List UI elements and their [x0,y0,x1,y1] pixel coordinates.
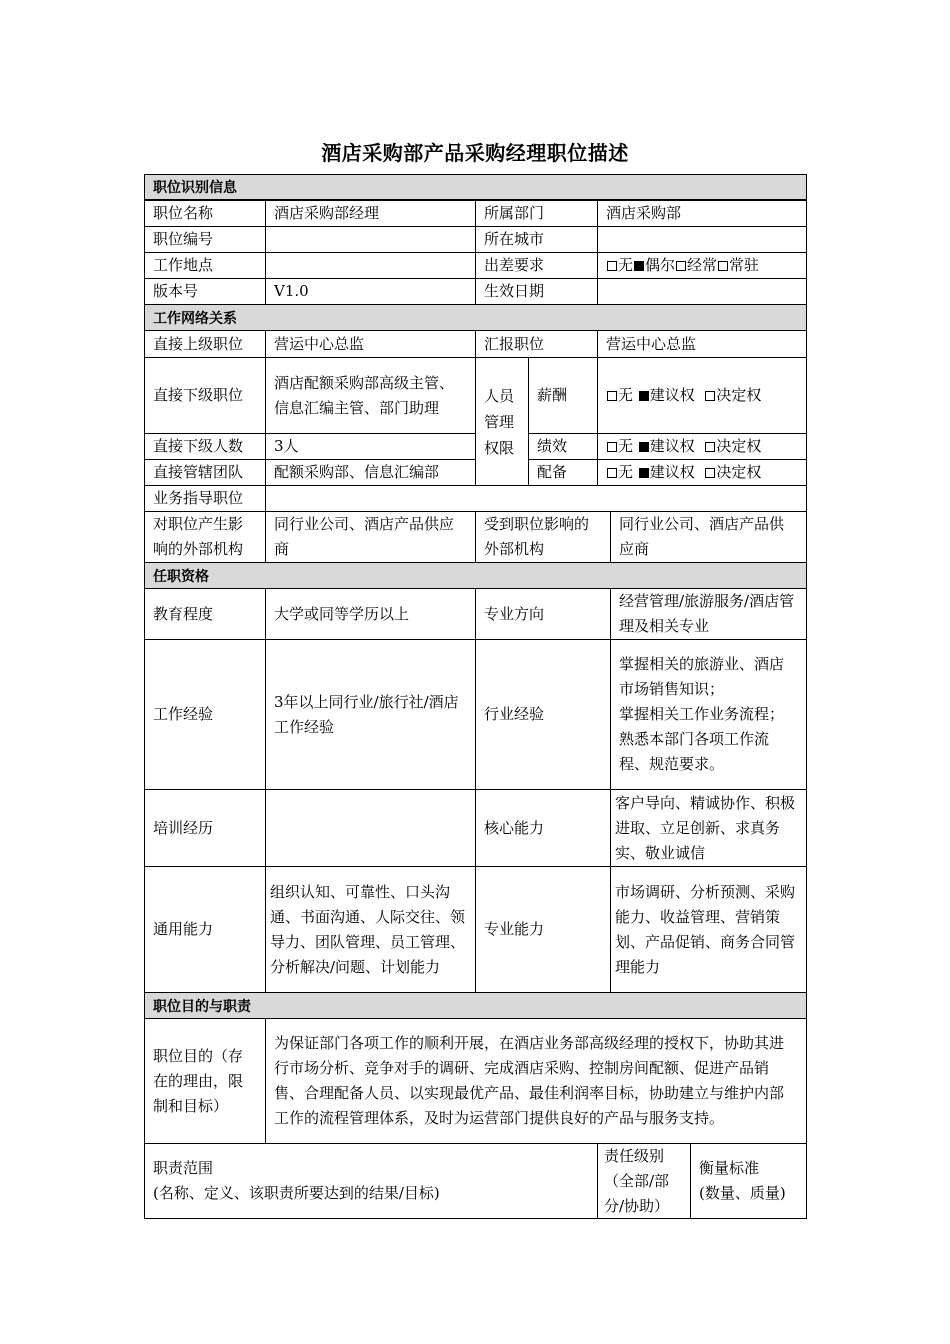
value-direct-superior: 营运中心总监 [265,330,476,358]
value-version: V1.0 [265,278,476,305]
section-header-purpose: 职位目的与职责 [144,992,807,1019]
label-subordinate-count: 直接下级人数 [144,433,266,460]
value-position-name: 酒店采购部经理 [265,200,476,227]
measurement-title: 衡量标准 [699,1159,760,1177]
label-external-affecting: 对职位产生影响的外部机构 [144,511,266,563]
label-city: 所在城市 [475,226,598,253]
value-work-experience: 3年以上同行业/旅行社/酒店工作经验 [265,639,476,790]
responsibility-scope-title: 职责范围 [153,1159,214,1177]
label-professional-competency: 专业能力 [475,866,611,993]
label-salary: 薪酬 [528,357,598,434]
value-general-competency: 组织认知、可靠性、口头沟通、书面沟通、人际交往、领导力、团队管理、员工管理、分析解决/问题、计划能力 [265,866,476,993]
option-label: 决定权 [716,386,762,404]
value-external-affecting: 同行业公司、酒店产品供应商 [265,511,476,563]
header-measurement [690,1143,807,1219]
label-performance: 绩效 [528,433,598,460]
travel-option-label: 常驻 [729,256,760,274]
option-label: 无 [618,437,634,455]
value-position-code [265,226,476,253]
authority-salary-options [597,357,807,434]
travel-option-label: 无 [618,256,634,274]
label-version: 版本号 [144,278,266,305]
authority-staffing-options [597,459,807,486]
value-city [597,226,807,253]
option-label: 建议权 [649,463,695,481]
label-travel-requirement: 出差要求 [475,252,598,279]
checkbox-travel-occasional[interactable] [634,261,644,271]
checkbox-travel-resident[interactable] [718,261,728,271]
label-business-guidance: 业务指导职位 [144,485,266,512]
label-work-experience: 工作经验 [144,639,266,790]
measurement-subtitle: (数量、质量) [699,1184,786,1202]
checkbox-none[interactable] [607,391,617,401]
label-general-competency: 通用能力 [144,866,266,993]
value-major: 经营管理/旅游服务/酒店管理及相关专业 [610,588,807,640]
value-effective-date [597,278,807,305]
value-industry-experience: 掌握相关的旅游业、酒店市场销售知识； 掌握相关工作业务流程； 熟悉本部门各项工作流程、规范要求。 [610,639,807,790]
option-label: 无 [618,463,634,481]
label-position-name: 职位名称 [144,200,266,227]
checkbox-none[interactable] [607,442,617,452]
option-label: 建议权 [649,386,695,404]
label-major: 专业方向 [475,588,611,640]
page-title: 酒店采购部产品采购经理职位描述 [321,141,629,165]
value-business-guidance [265,485,807,512]
option-label: 决定权 [716,463,762,481]
header-responsibility-scope [144,1143,598,1219]
value-training [265,789,476,867]
travel-option-label: 经常 [687,256,718,274]
label-report-to: 汇报职位 [475,330,598,358]
authority-performance-options [597,433,807,460]
label-department: 所属部门 [475,200,598,227]
label-direct-subordinate: 直接下级职位 [144,357,266,434]
checkbox-decide[interactable] [705,442,715,452]
label-position-goal: 职位目的（存在的理由，限制和目标） [144,1018,266,1144]
header-responsibility-level: 责任级别（全部/部分/协助） [597,1143,691,1219]
option-label: 无 [618,386,634,404]
checkbox-decide[interactable] [705,391,715,401]
label-education: 教育程度 [144,588,266,640]
responsibility-scope-subtitle: (名称、定义、该职责所要达到的结果/目标) [153,1184,440,1202]
label-staffing: 配备 [528,459,598,486]
value-work-location [265,252,476,279]
value-subordinate-count: 3人 [265,433,476,460]
travel-options [597,252,807,279]
value-education: 大学或同等学历以上 [265,588,476,640]
label-external-affected: 受到职位影响的外部机构 [475,511,611,563]
label-core-competency: 核心能力 [475,789,611,867]
checkbox-suggest[interactable] [639,442,649,452]
section-header-qualification: 任职资格 [144,562,807,589]
section-header-identity: 职位识别信息 [144,174,807,200]
value-position-goal: 为保证部门各项工作的顺利开展，在酒店业务部高级经理的授权下，协助其进行市场分析、竞争对手的调研、完成酒店采购、控制房间配额、促进产品销售、合理配备人员、以实现最优产品、最佳利润率目标，协助建立与维护内部工作的流程管理体系，及时为运营部门提供良好的产品与服务支持。 [265,1018,807,1144]
checkbox-travel-none[interactable] [607,261,617,271]
checkbox-decide[interactable] [705,468,715,478]
label-effective-date: 生效日期 [475,278,598,305]
checkbox-travel-often[interactable] [676,261,686,271]
checkbox-none[interactable] [607,468,617,478]
label-work-location: 工作地点 [144,252,266,279]
value-external-affected: 同行业公司、酒店产品供应商 [610,511,807,563]
label-personnel-authority: 人员管理权限 [475,357,529,486]
label-position-code: 职位编号 [144,226,266,253]
checkbox-suggest[interactable] [639,391,649,401]
label-training: 培训经历 [144,789,266,867]
label-industry-experience: 行业经验 [475,639,611,790]
value-department: 酒店采购部 [597,200,807,227]
option-label: 决定权 [716,437,762,455]
option-label: 建议权 [649,437,695,455]
label-direct-superior: 直接上级职位 [144,330,266,358]
value-direct-subordinate: 酒店配额采购部高级主管、信息汇编主管、部门助理 [265,357,476,434]
value-professional-competency: 市场调研、分析预测、采购能力、收益管理、营销策划、产品促销、商务合同管理能力 [610,866,807,993]
label-team: 直接管辖团队 [144,459,266,486]
checkbox-suggest[interactable] [639,468,649,478]
value-team: 配额采购部、信息汇编部 [265,459,476,486]
value-report-to: 营运中心总监 [597,330,807,358]
travel-option-label: 偶尔 [645,256,676,274]
section-header-network: 工作网络关系 [144,304,807,331]
value-core-competency: 客户导向、精诚协作、积极进取、立足创新、求真务实、敬业诚信 [610,789,807,867]
